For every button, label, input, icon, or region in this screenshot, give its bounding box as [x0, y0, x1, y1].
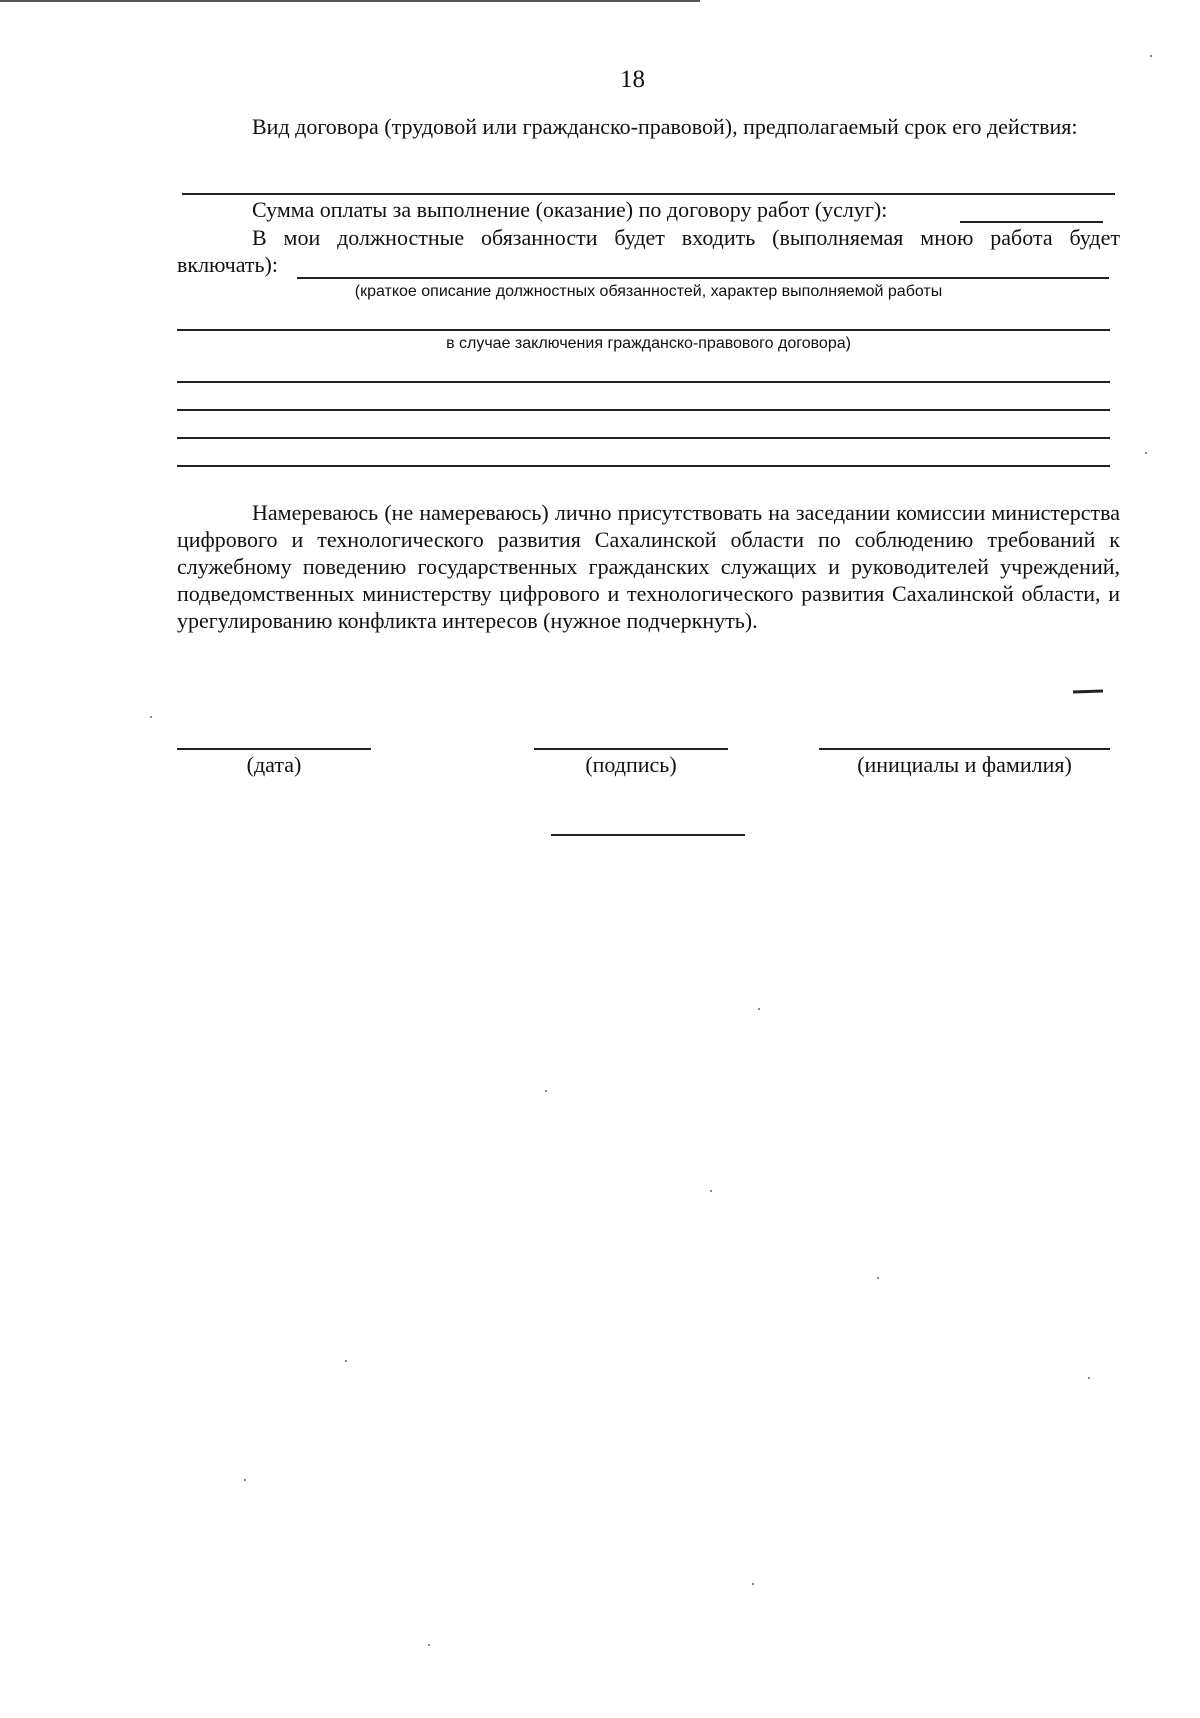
- page-number: 18: [620, 66, 645, 93]
- duties-fill-line-1: [297, 277, 1109, 279]
- ink-mark: [1073, 689, 1103, 693]
- scan-edge: [0, 0, 700, 2]
- scan-speck: [545, 1090, 547, 1092]
- duties-fill-line-6: [177, 465, 1110, 467]
- scan-speck: [1150, 55, 1152, 57]
- scan-speck: [428, 1644, 430, 1646]
- duties-fill-line-2: [177, 329, 1110, 331]
- intention-text: Намереваюсь (не намереваюсь) лично присутствовать на заседании комиссии министерства цифрового и технологического развития Сахалинской области по соблюдению требований к служебному поведению государственных гражданских служащих и руководителей учреждений, подведомственных министерству цифрового и технологического развития Сахалинской области, и урегулированию конфликта интересов (нужное подчеркнуть).: [177, 500, 1120, 633]
- name-line: [819, 748, 1110, 750]
- date-line: [177, 748, 371, 750]
- date-label: (дата): [246, 752, 302, 777]
- closing-line: [551, 834, 745, 836]
- scan-speck: [345, 1360, 347, 1362]
- duties-text: В мои должностные обязанности будет входить (выполняемая мною работа будет включать):: [177, 225, 1120, 277]
- scan-speck: [752, 1583, 754, 1585]
- signature-line: [534, 748, 728, 750]
- scan-speck: [150, 716, 152, 718]
- contract-type-fill-line: [182, 193, 1115, 195]
- duties-caption-line-2: в случае заключения гражданско-правового договора): [446, 335, 851, 352]
- scan-speck: [1088, 1377, 1090, 1379]
- duties-fill-line-4: [177, 409, 1110, 411]
- scan-speck: [758, 1008, 760, 1010]
- contract-type-text: Вид договора (трудовой или гражданско-правовой), предполагаемый срок его действия:: [252, 114, 1078, 139]
- duties-fill-line-3: [177, 381, 1110, 383]
- signature-label: (подпись): [585, 752, 677, 777]
- payment-fill-line: [960, 221, 1103, 223]
- scan-speck: [710, 1190, 712, 1192]
- scan-speck: [1145, 452, 1147, 454]
- name-label: (инициалы и фамилия): [857, 752, 1072, 777]
- scan-speck: [877, 1277, 879, 1279]
- scan-speck: [244, 1479, 246, 1481]
- duties-fill-line-5: [177, 437, 1110, 439]
- payment-text: Сумма оплаты за выполнение (оказание) по договору работ (услуг):: [252, 197, 888, 222]
- duties-caption-line-1: (краткое описание должностных обязанностей, характер выполняемой работы: [354, 283, 943, 300]
